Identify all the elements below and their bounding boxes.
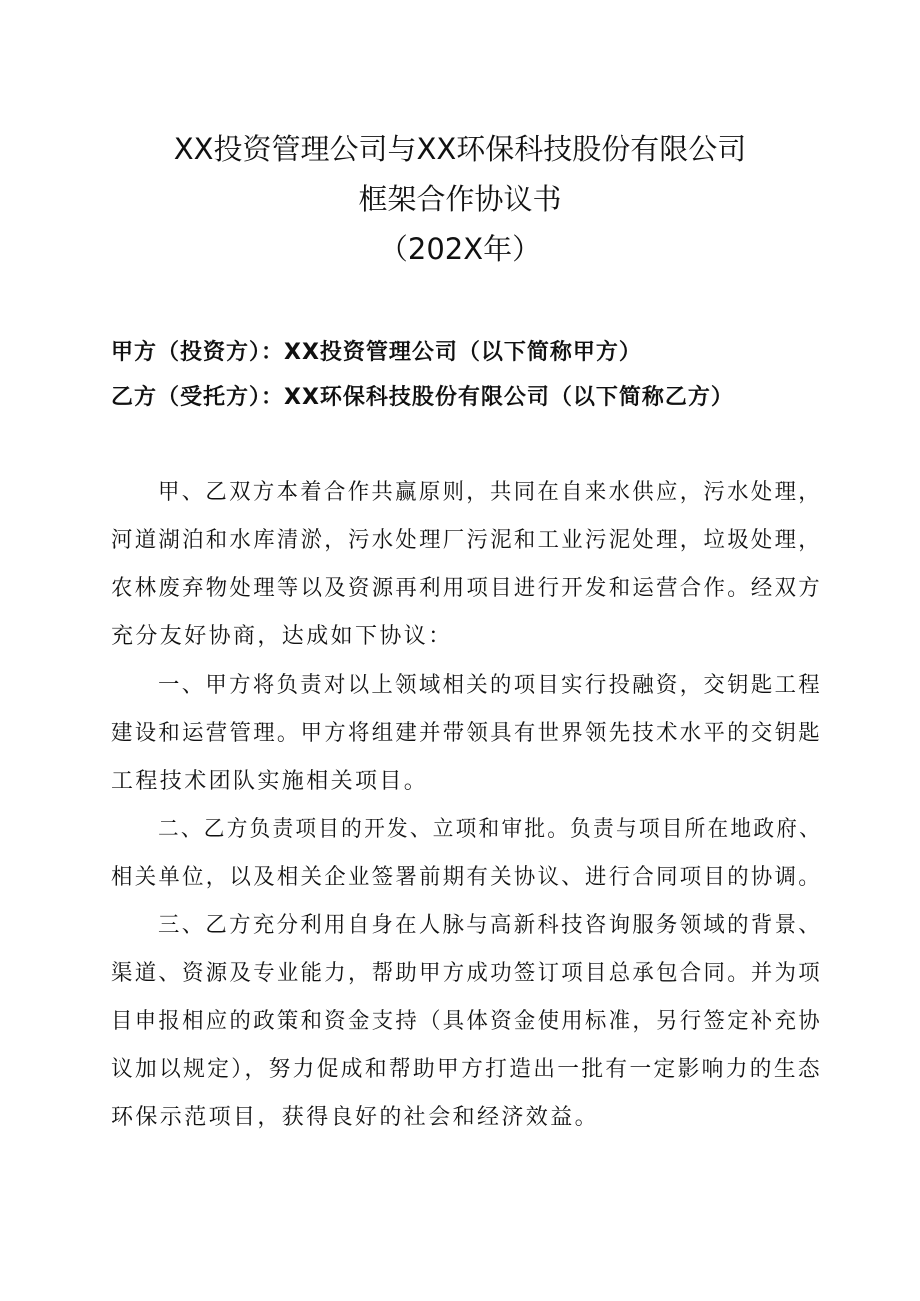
party-a-line: 甲方（投资方）：XX投资管理公司（以下简称甲方） xyxy=(111,340,642,365)
clause-two-line: 相关单位，以及相关企业签署前期有关协议、进行合同项目的协调。 xyxy=(111,865,823,890)
clause-three-line: 议加以规定），努力促成和帮助甲方打造出一批有一定影响力的生态 xyxy=(111,1057,822,1082)
clause-one-line: 建设和运营管理。甲方将组建并带领具有世界领先技术水平的交钥匙 xyxy=(111,721,823,746)
clause-one-line: 工程技术团队实施相关项目。 xyxy=(111,769,429,794)
clause-three-line: 环保示范项目，获得良好的社会和经济效益。 xyxy=(111,1105,600,1130)
document-title-line-1: XX投资管理公司与XX环保科技股份有限公司 xyxy=(173,132,747,166)
clause-one-line: 一、甲方将负责对以上领域相关的项目实行投融资，交钥匙工程 xyxy=(158,673,823,698)
preamble-line: 河道湖泊和水库清淤，污水处理厂污泥和工业污泥处理，垃圾处理， xyxy=(111,528,823,553)
party-b-line: 乙方（受托方）：XX环保科技股份有限公司（以下简称乙方） xyxy=(111,385,734,410)
clause-three-line: 目申报相应的政策和资金支持（具体资金使用标准，另行签定补充协 xyxy=(111,1009,823,1034)
clause-three-line: 三、乙方充分利用自身在人脉与高新科技咨询服务领域的背景、 xyxy=(158,913,823,938)
preamble-line: 甲、乙双方本着合作共赢原则，共同在自来水供应，污水处理， xyxy=(158,480,823,505)
preamble-line: 农林废弃物处理等以及资源再利用项目进行开发和运营合作。经双方 xyxy=(111,576,823,601)
document-title-year: （202X年） xyxy=(378,232,542,266)
document-title-line-2: 框架合作协议书 xyxy=(358,182,562,216)
clause-three-line: 渠道、资源及专业能力，帮助甲方成功签订项目总承包合同。并为项 xyxy=(111,961,823,986)
preamble-line: 充分友好协商，达成如下协议： xyxy=(111,624,453,649)
clause-two-line: 二、乙方负责项目的开发、立项和审批。负责与项目所在地政府、 xyxy=(158,817,823,842)
